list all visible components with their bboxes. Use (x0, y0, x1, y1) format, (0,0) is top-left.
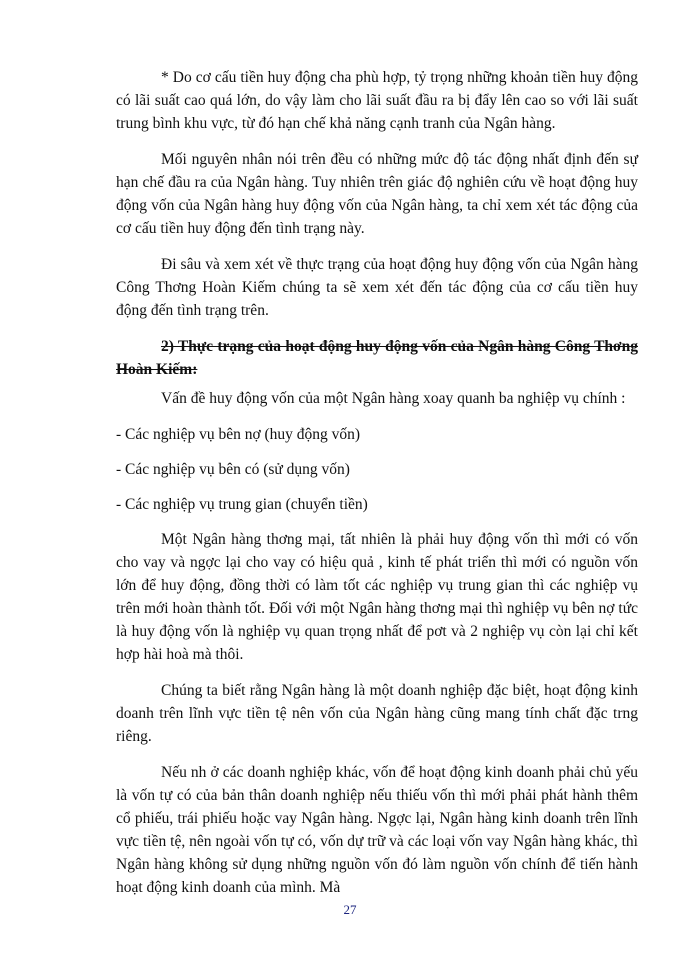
paragraph-1: * Do cơ cấu tiền huy động cha phù hợp, tỷ trọng những khoản tiền huy động có lãi suất cao quá lớn, do vậy làm cho lãi suất đầu ra bị đẩy lên cao so với lãi suất trung bình khu vực, từ đó hạn chế khả năng cạnh tranh của Ngân hàng. (116, 69, 638, 132)
paragraph-5: Chúng ta biết rằng Ngân hàng là một doanh nghiệp đặc biệt, hoạt động kinh doanh trên lĩnh vực tiền tệ nên vốn của Ngân hàng cũng mang tính chất đặc trng riêng. (116, 682, 638, 745)
paragraph-3: Đi sâu và xem xét về thực trạng của hoạt động huy động vốn của Ngân hàng Công Thơng Hoàn Kiếm chúng ta sẽ xem xét đến tác động của cơ cấu tiền huy động đến tình trạng trên. (116, 256, 638, 319)
list-item: - Các nghiệp vụ bên nợ (huy động vốn) (116, 426, 361, 443)
intro-paragraph: Vấn đề huy động vốn của một Ngân hàng xoay quanh ba nghiệp vụ chính : (161, 390, 626, 407)
list-item: - Các nghiệp vụ trung gian (chuyển tiền) (116, 496, 368, 513)
section-heading: 2) Thực trạng của hoạt động huy động vốn của Ngân hàng Công Thơng Hoàn Kiếm: (116, 338, 638, 378)
paragraph-4: Một Ngân hàng thơng mại, tất nhiên là phải huy động vốn thì mới có vốn cho vay và ngợc lại cho vay có hiệu quả , kinh tế phát triển thì mới có nguồn vốn lớn để huy động, đồng thời có làm tốt các nghiệp vụ trung gian thì các nghiệp vụ trên mới hoàn thành tốt. Đối với một Ngân hàng thơng mại thì nghiệp vụ bên nợ tức là huy động vốn là nghiệp vụ quan trọng nhất để pơt và 2 nghiệp vụ còn lại chỉ kết hợp hài hoà mà thôi. (116, 531, 638, 663)
list-item: - Các nghiệp vụ bên có (sử dụng vốn) (116, 461, 350, 478)
paragraph-2: Mối nguyên nhân nói trên đều có những mức độ tác động nhất định đến sự hạn chế đầu ra của Ngân hàng. Tuy nhiên trên giác độ nghiên cứu về hoạt động huy động vốn của Ngân hàng huy động vốn của Ngân hàng, ta chỉ xem xét tác động của cơ cấu tiền huy động đến tình trạng này. (116, 151, 638, 237)
page-number: 27 (343, 902, 357, 917)
paragraph-6: Nếu nh ở các doanh nghiệp khác, vốn để hoạt động kinh doanh phải chủ yếu là vốn tự có của bản thân doanh nghiệp nếu thiếu vốn thì mới phải phát hành thêm cổ phiếu, trái phiếu hoặc vay Ngân hàng. Ngợc lại, Ngân hàng kinh doanh trên lĩnh vực tiền tệ, nên ngoài vốn tự có, vốn dự trữ và các loại vốn vay Ngân hàng khác, thì Ngân hàng không sử dụng những nguồn vốn đó làm nguồn vốn chính để tiến hành hoạt động kinh doanh của mình. Mà (116, 764, 638, 896)
